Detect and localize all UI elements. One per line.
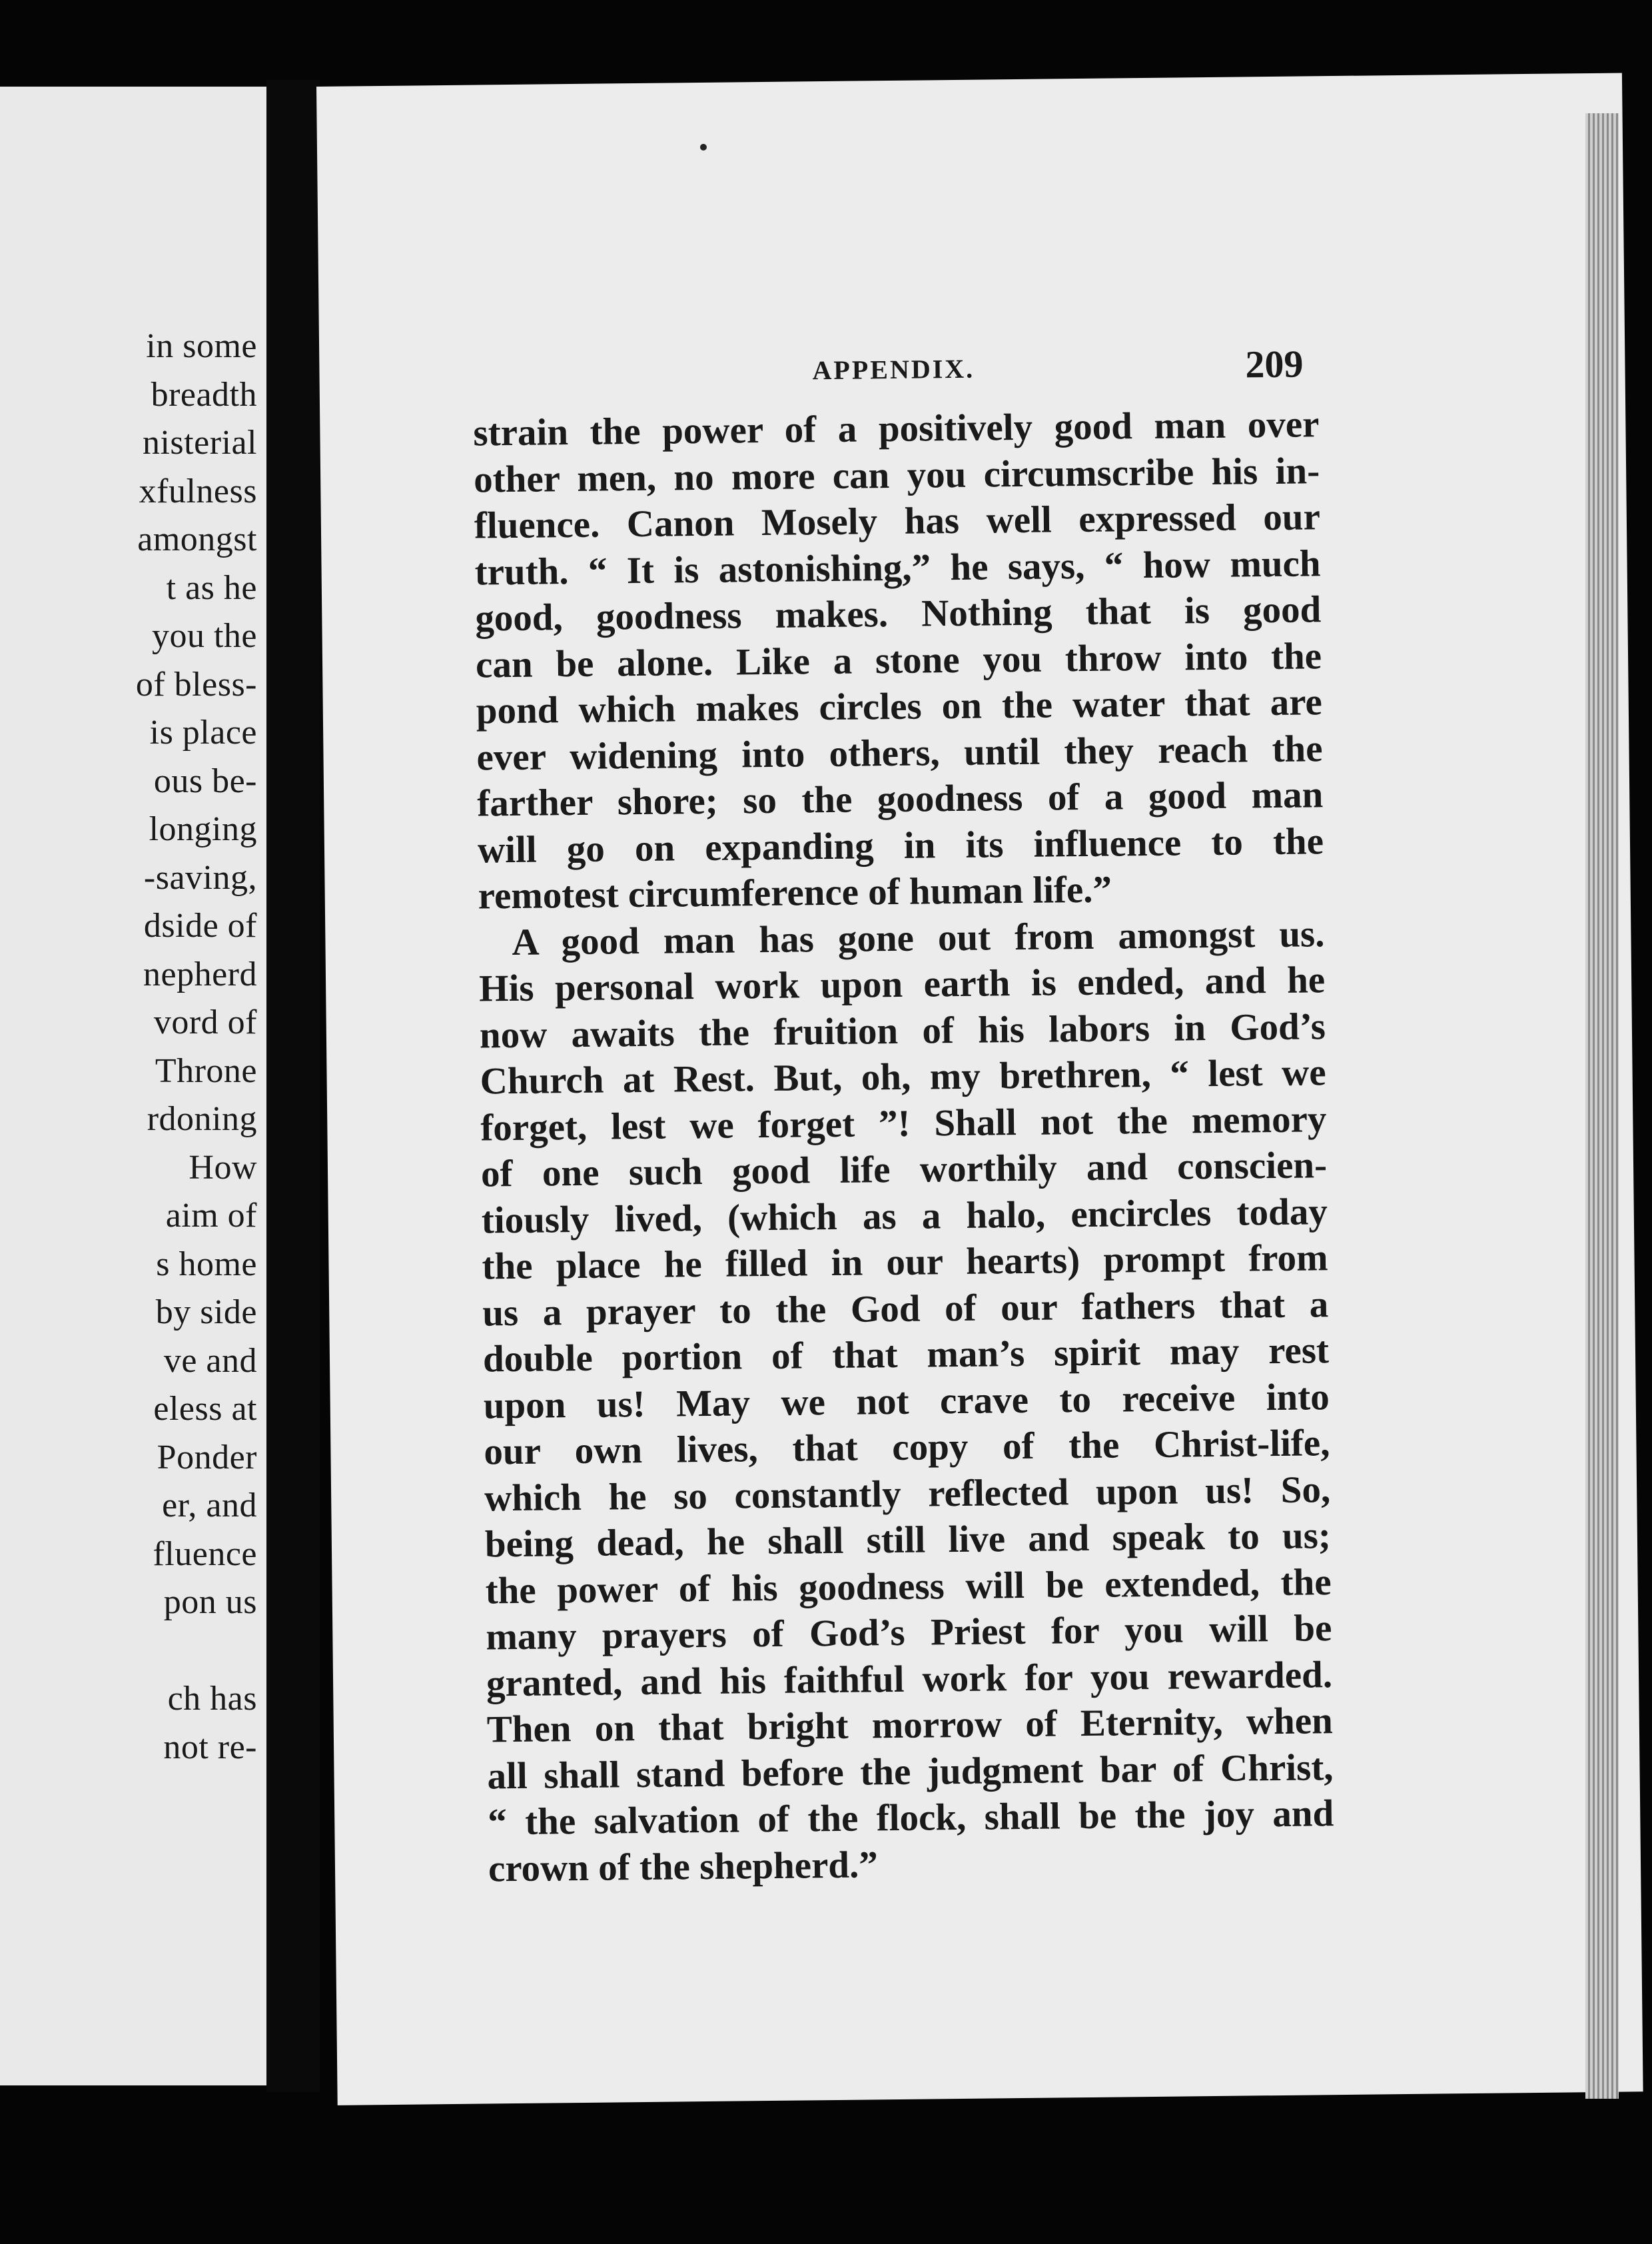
- body-line: the place he filled in our hearts) prompt from: [482, 1237, 1328, 1288]
- left-page-line: ch has: [167, 1680, 257, 1718]
- body-line: double portion of that man’s spirit may rest: [482, 1329, 1330, 1381]
- body-line: us a prayer to the God of our fathers that a: [482, 1283, 1329, 1334]
- left-page-line: you the: [151, 617, 257, 655]
- body-line: ever widening into others, until they reach the: [476, 727, 1323, 779]
- body-text: [473, 401, 1334, 1892]
- body-line: now awaits the fruition of his labors in God’s: [479, 1005, 1326, 1057]
- body-line: Church at Rest. But, oh, my brethren, “ lest we: [480, 1051, 1326, 1103]
- body-line: which he so constantly reflected upon us! So,: [484, 1468, 1331, 1519]
- left-page-line: amongst: [137, 520, 257, 558]
- book-gutter: [266, 80, 320, 2092]
- left-page-line: dside of: [143, 907, 257, 945]
- body-line: forget, lest we forget ”! Shall not the memory: [480, 1097, 1327, 1149]
- left-page-line: Throne: [155, 1051, 257, 1090]
- left-page-line: t as he: [166, 568, 257, 607]
- body-line: “ the salvation of the flock, shall be the joy and: [487, 1792, 1334, 1844]
- body-line: will go on expanding in its influence to the: [477, 820, 1324, 871]
- body-line: good, goodness makes. Nothing that is good: [475, 588, 1322, 640]
- body-line: crown of the shepherd.”: [488, 1843, 879, 1890]
- left-page-line: er, and: [162, 1486, 257, 1524]
- left-page-line: xfulness: [139, 472, 257, 510]
- left-page-line: rdoning: [147, 1100, 257, 1138]
- left-page: [0, 87, 266, 2085]
- left-page-line: pon us: [163, 1583, 257, 1621]
- left-page-line: not re-: [163, 1728, 257, 1766]
- body-line: granted, and his faithful work for you rewarded.: [486, 1653, 1333, 1704]
- body-line: upon us! May we not crave to receive into: [483, 1375, 1330, 1426]
- left-page-line: aim of: [165, 1197, 257, 1235]
- body-line: the power of his goodness will be extended, the: [485, 1560, 1332, 1612]
- body-line: strain the power of a positively good man over: [473, 403, 1320, 454]
- left-page-line: Ponder: [157, 1438, 257, 1476]
- page-edges: [1585, 113, 1619, 2099]
- body-line: other men, no more can you circumscribe his in-: [473, 449, 1320, 501]
- body-line: fluence. Canon Mosely has well expressed our: [474, 496, 1321, 547]
- left-page-line: fluence: [153, 1534, 257, 1573]
- body-line: pond which makes circles on the water that are: [476, 681, 1323, 732]
- left-page-line: longing: [149, 810, 257, 848]
- body-line: of one such good life worthily and conscien-: [480, 1144, 1328, 1195]
- body-line: can be alone. Like a stone you throw into the: [475, 634, 1322, 686]
- left-page-line: vord of: [153, 1003, 257, 1041]
- right-page: [316, 73, 1643, 2105]
- body-line: many prayers of God’s Priest for you will be: [486, 1607, 1332, 1658]
- body-line: remotest circumference of human life.”: [478, 868, 1112, 917]
- left-page-line: breadth: [151, 375, 257, 414]
- body-line: farther shore; so the goodness of a good man: [476, 774, 1324, 825]
- body-line: A good man has gone out from amongst us.: [512, 912, 1325, 963]
- body-line: being dead, he shall still live and speak to us;: [484, 1514, 1332, 1566]
- body-line: our own lives, that copy of the Christ-life,: [484, 1422, 1330, 1473]
- print-speck: [700, 144, 707, 151]
- body-line: His personal work upon earth is ended, and he: [478, 959, 1326, 1010]
- left-page-line: nisterial: [142, 424, 257, 462]
- left-page-line: by side: [155, 1293, 257, 1331]
- left-page-line: in some: [146, 327, 257, 365]
- left-page-line: s home: [156, 1245, 257, 1283]
- left-page-line: nepherd: [143, 955, 257, 993]
- left-page-line: eless at: [153, 1390, 257, 1428]
- left-page-line: -saving,: [143, 858, 257, 897]
- left-page-line: is place: [149, 714, 257, 752]
- left-page-line: How: [189, 1148, 257, 1187]
- left-page-line: of bless-: [135, 665, 257, 704]
- page-number: 209: [1245, 342, 1304, 386]
- left-page-line: ve and: [163, 1341, 257, 1380]
- body-line: Then on that bright morrow of Eternity, when: [486, 1700, 1334, 1751]
- body-line: all shall stand before the judgment bar of Christ,: [487, 1746, 1334, 1797]
- left-page-line: ous be-: [153, 762, 257, 800]
- running-head: APPENDIX.: [812, 353, 975, 386]
- body-line: truth. “ It is astonishing,” he says, “ how much: [474, 542, 1321, 594]
- body-line: tiously lived, (which as a halo, encircles today: [481, 1190, 1328, 1241]
